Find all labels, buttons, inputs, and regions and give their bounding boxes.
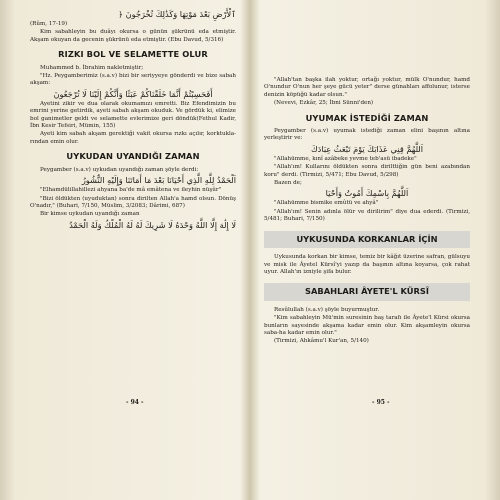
paragraph: Bir kimse uykudan uyandığı zaman (40, 211, 140, 218)
arabic-verse: اَلْحَمْدُ لِلَّهِ الَّذِي أَحْيَانَا بَعْدَ مَا أَمَاتَنَا وَإِلَيْهِ النُّشُورُ (81, 175, 236, 186)
paragraph: "Allah'ım! Senin adınla ölür ve dirilirim" diye dua ederdi. (Tirmizi, 5/481; Buhari, 7/150) (264, 208, 470, 223)
paragraph: Muhammed b. İbrahim nakletmiştir; (40, 64, 144, 71)
paragraph: "Kim sabahleyin Mü'min suresinin baş tarafı ile Âyete'l Kürsi okursa bunların sayesinde akşama kadar emin olur. Kim akşamleyin okursa saba-ha kadar emin olur." (264, 315, 470, 336)
arabic-verse: اَللَّهُمَّ قِنِي عَذَابَكَ يَوْمَ تَبْعَثُ عِبَادَكَ (310, 143, 424, 154)
verse-reference: (Rûm, 17-19) (30, 21, 68, 27)
section-heading: UYKUDAN UYANDIĞI ZAMAN (66, 151, 200, 162)
paragraph: Peygamber (s.a.v) uykudan uyandığı zaman şöyle derdi: (40, 166, 199, 173)
section-heading: RIZKI BOL VE SELAMETTE OLUR (58, 49, 208, 60)
transliteration: "Elhamdülillahillezi ahyana ba'de mâ emâtena ve ileyhin nüşûr" (40, 187, 222, 194)
paragraph: "Allah'ım! Kullarını öldükten sonra dirilttiğin gün beni azabından koru" derdi. (Tirmizi, 5/471; Ebu Davud, 5/298) (264, 164, 470, 178)
paragraph: Resûlullah (s.a.v) şöyle buyurmuştur. (274, 306, 380, 313)
section-banner: SABAHLARI ÂYETE'L KÜRSÎ (264, 283, 470, 300)
arabic-verse: لَا إِلَٰهَ إِلَّا اللَّهُ وَحْدَهُ لَا شَرِيكَ لَهُ لَهُ الْمُلْكُ وَلَهُ الْحَمْدُ (69, 219, 236, 230)
page-number: - 95 - (372, 398, 390, 406)
paragraph: "Hz. Peygamberimiz (s.a.v) bizi bir seriyyeye gönderdi ve bize sabah akşam: (30, 73, 236, 87)
paragraph: "Allah'tan başka ilah yoktur, ortağı yoktur, mülk O'nundur, hamd O'nundur O'nun her şeye gücü yeter" derse günahları affolunur, isterse denizin köpüğü kadar olsun." (264, 77, 470, 98)
section-heading: UYUMAK İSTEDİĞİ ZAMAN (305, 112, 429, 123)
citation: (Nevevi, Ezkâr, 25; İbni Sünni'den) (274, 100, 374, 107)
paragraph: Ayetini zikir ve dua olarak okumamızı emretti. Biz Efendimizin bu emrini yerine getirdik, ayeti sabah akşam okuduk. Ve gördük ki, elimize bol ganimetler geldi ve selamette evlerimize geri döndük(Fethul Kadir, İbn Kesir Tefsiri, Mümin, 155) (30, 100, 236, 130)
section-banner: UYKUSUNDA KORKANLAR İÇİN (264, 231, 470, 248)
paragraph: Peygamber (s.a.v) uyumak istediği zaman elini başının altına yerleştirir ve: (264, 128, 470, 142)
page-number: - 94 - (126, 398, 144, 406)
paragraph: Ayeti kim sabah akşam gerektiği vakit okursa rızkı açılır, korktukla-rından emin olur. (30, 131, 236, 145)
right-page (250, 0, 500, 500)
paragraph: Uykusunda korkan bir kimse, temiz bir kâğıt üzerine safran, gülsuyu ve misk ile Âyetel Kürsî'yi yazıp da başının altına koyarsa, çok rahat uyur. Allah'ın izniyle şifa bulur. (264, 254, 470, 275)
paragraph: "Bizi öldükten (uyuduktan) sonra dirilten Allah'a hamd olsun. Dönüş O'nadır," (Buhari, 7/150, Müslim, 3/2083; Dârimi, 687) (30, 195, 236, 209)
paragraph: Bazen de; (274, 180, 302, 187)
arabic-verse: اَللَّهُمَّ بِاسْمِكَ أَمُوتُ وَأَحْيَا (325, 188, 409, 199)
transliteration: "Allahümme bismike emûtü ve ahyâ" (274, 200, 379, 207)
transliteration: "Allahümme, kınî azâbeke yevme teb'asü ibadeke" (274, 155, 417, 162)
paragraph: Kim sabahleyin bu duâyı okursa o günün şükrünü eda etmiştir. Akşam okuyan da gecenin şükrünü eda etmiştir. (Ebu Davud, 5/316) (30, 29, 236, 43)
citation: (Tirmizi, Ahkâmu'l Kur'an, 5/140) (274, 338, 369, 345)
arabic-verse: ٱلْأَرْضِ بَعْدَ مَوْتِهَا وَكَذَٰلِكَ تُخْرَجُونَ ﴿ (118, 9, 236, 19)
arabic-verse: أَفَحَسِبْتُمْ أَنَّمَا خَلَقْنَاكُمْ عَبَثًا وَأَنَّكُمْ إِلَيْنَا لَا تُرْجَعُونَ (53, 88, 213, 99)
